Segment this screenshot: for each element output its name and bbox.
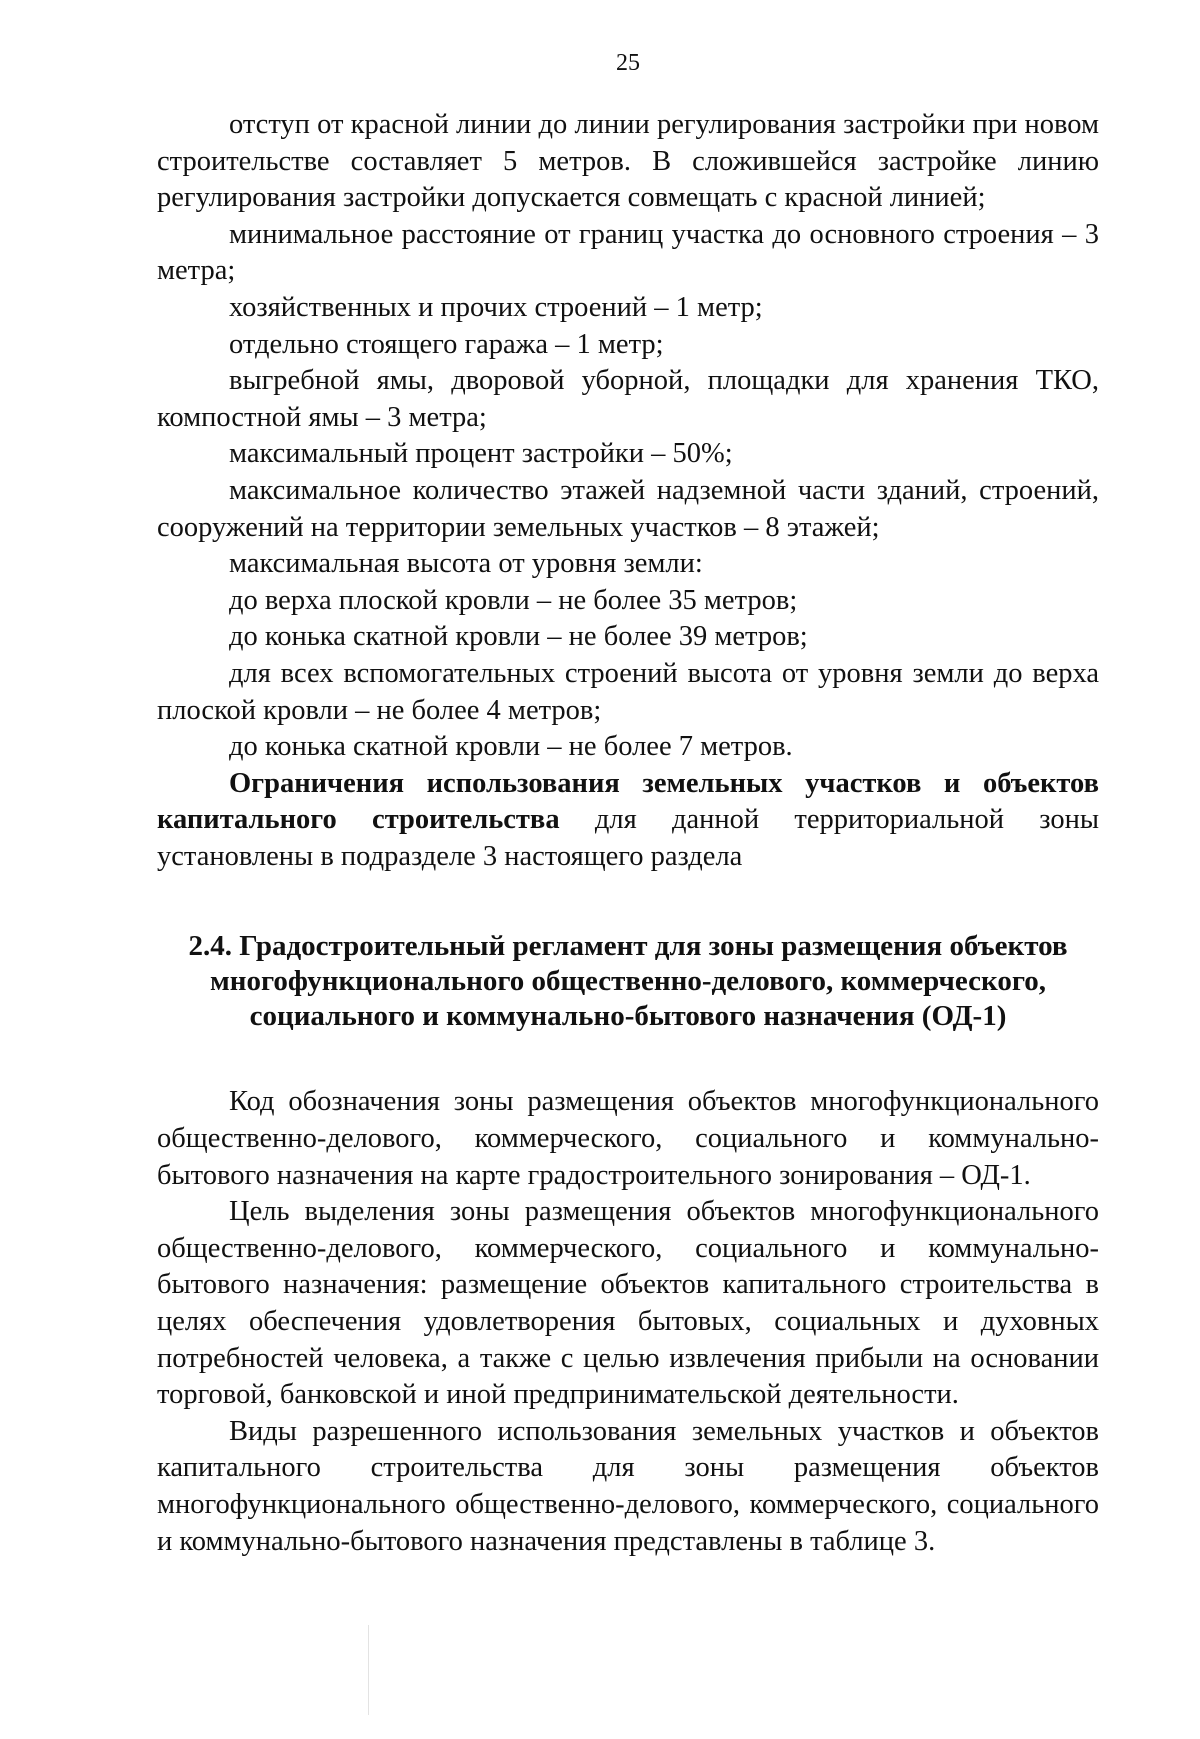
restrictions-bold-text: Ограничения использования земельных участков и объектов капитального строительства — [157, 767, 1099, 836]
paragraph-pitched-roof: до конька скатной кровли – не более 39 метров; — [229, 621, 808, 653]
paragraph-max-coverage: максимальный процент застройки – 50%; — [229, 438, 733, 470]
section-heading-line-3: социального и коммунально-бытового назначения (ОД-1) — [249, 1000, 1007, 1033]
paragraph-garage: отдельно стоящего гаража – 1 метр; — [229, 328, 664, 360]
paragraph-flat-roof: до верха плоской кровли – не более 35 метров; — [229, 584, 798, 616]
document-body — [157, 107, 1099, 1560]
section-heading — [157, 929, 1099, 1034]
section-heading-line-2: многофункционального общественно-делового, коммерческого, — [209, 965, 1047, 998]
paragraph-max-floors: максимальное количество этажей надземной части зданий, строений, сооружений на территории земельных участков – 8 этажей; — [157, 474, 1099, 543]
paragraph-red-line-setback: отступ от красной линии до линии регулирования застройки при новом строительстве составляет 5 метров. В сложившейся застройке линию регулирования застройки допускается совмещать с красной линией; — [157, 109, 1099, 214]
paragraph-outbuildings: хозяйственных и прочих строений – 1 метр; — [229, 291, 763, 323]
paragraph-zone-code: Код обозначения зоны размещения объектов многофункционального общественно-делового, коммерческого, социального и коммунально-бытового назначения на карте градостроительного зонирования – ОД-1. — [157, 1086, 1099, 1191]
scan-fold-mark — [368, 1625, 369, 1715]
paragraph-min-distance: минимальное расстояние от границ участка до основного строения – 3 метра; — [157, 218, 1099, 287]
paragraph-cesspit: выгребной ямы, дворовой уборной, площадки для хранения ТКО, компостной ямы – 3 метра; — [157, 365, 1099, 433]
page-number: 25 — [616, 50, 640, 76]
paragraph-permitted-uses: Виды разрешенного использования земельных участков и объектов капитального строительства для зоны размещения объектов многофункционального общественно-делового, коммерческого, социального и коммунально-бытового назначения представлены в таблице 3. — [157, 1415, 1099, 1557]
paragraph-auxiliary-buildings: для всех вспомогательных строений высота от уровня земли до верха плоской кровли – не более 4 метров; — [157, 657, 1099, 726]
paragraph-max-height: максимальная высота от уровня земли: — [229, 548, 703, 580]
paragraph-auxiliary-pitched-roof: до конька скатной кровли – не более 7 метров. — [229, 731, 793, 763]
paragraph-restrictions — [157, 766, 1099, 876]
paragraph-zone-purpose: Цель выделения зоны размещения объектов многофункционального общественно-делового, коммерческого, социального и коммунально-бытового назначения: размещение объектов капитального строительства в целях обеспечения удовлетворения бытовых, социальных и духовных потребностей человека, а также с целью извлечения прибыли на основании торговой, банковской и иной предпринимательской деятельности. — [157, 1196, 1099, 1411]
section-heading-line-1: 2.4. Градостроительный регламент для зоны размещения объектов — [188, 930, 1068, 963]
restrictions-text: для данной территориальной зоны установлены в подразделе 3 настоящего раздела — [157, 804, 1099, 872]
